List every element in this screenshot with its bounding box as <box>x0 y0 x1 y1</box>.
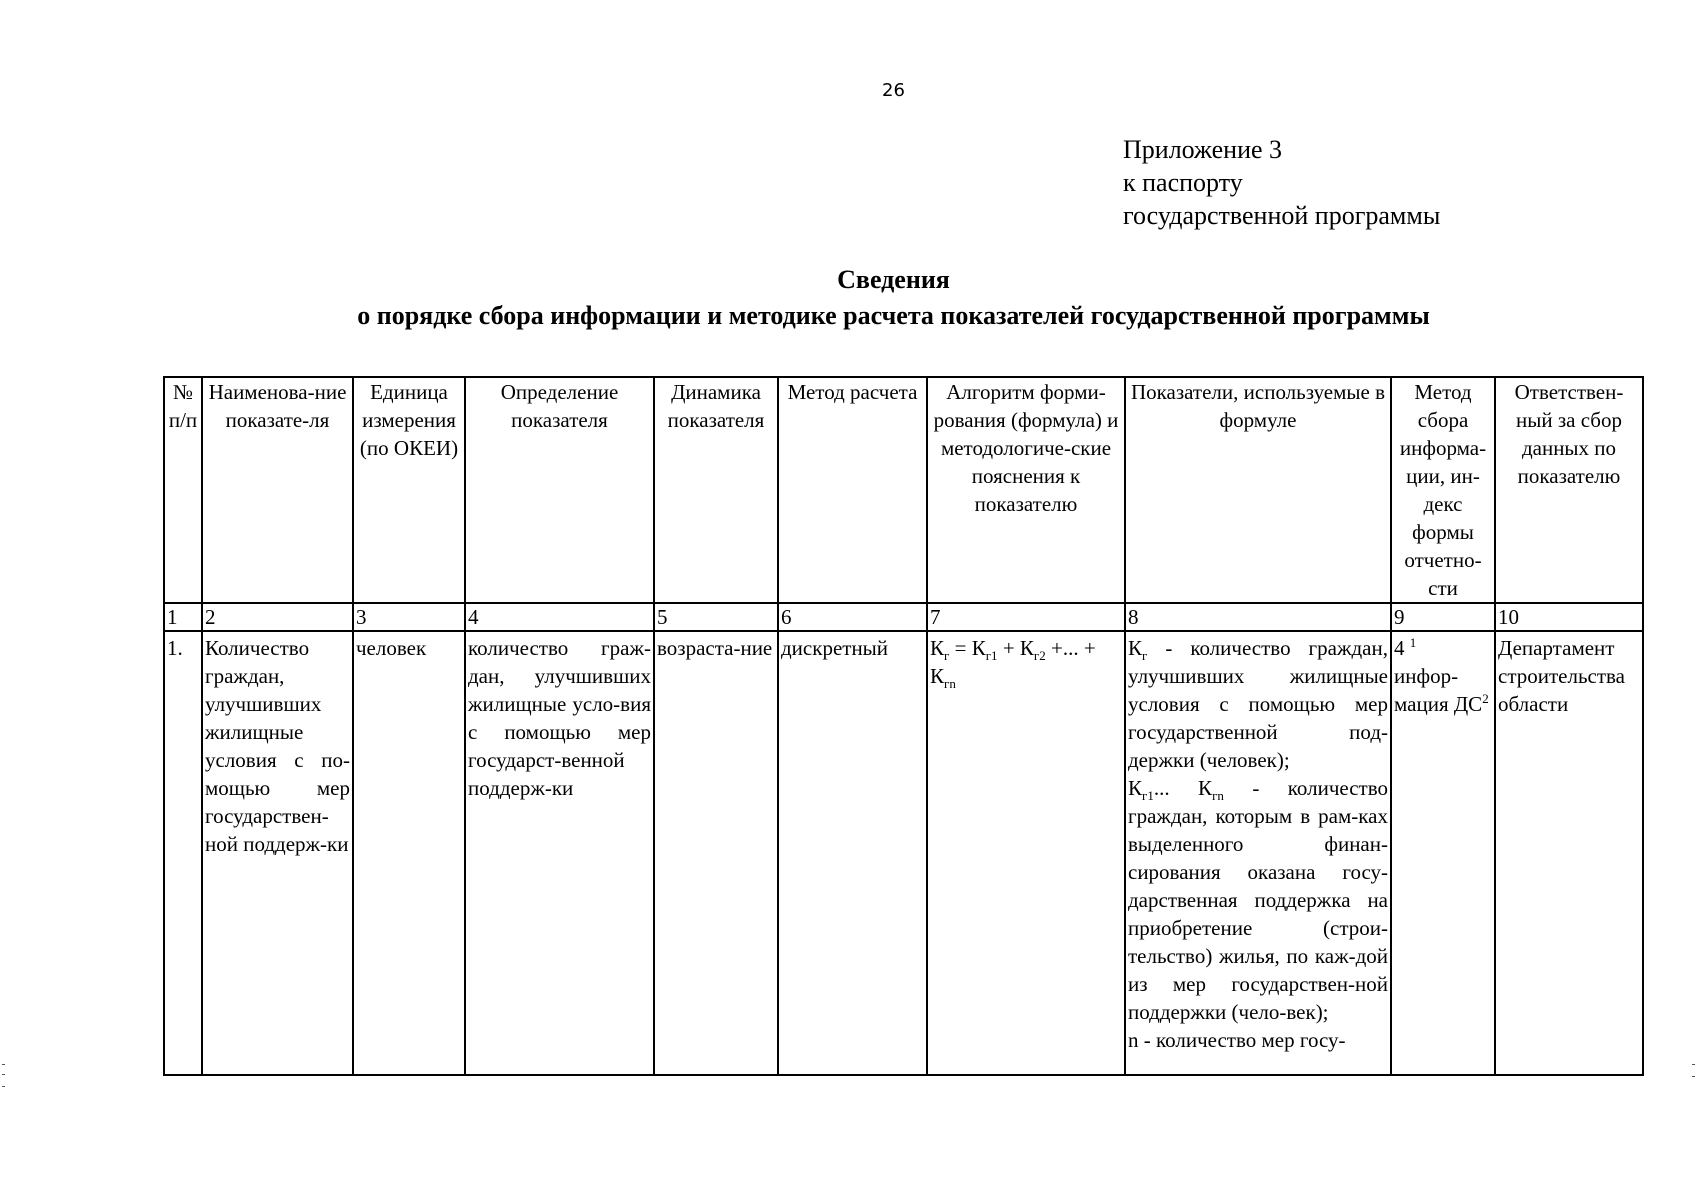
header-cell: Показатели, используемые в формуле <box>1125 377 1391 603</box>
column-number-cell: 9 <box>1391 603 1495 631</box>
column-number-cell: 8 <box>1125 603 1391 631</box>
column-number-cell: 2 <box>202 603 353 631</box>
indicator-name-cell: Количество граждан, улучшивших жилищные условия с по-мощью мер государствен-ной поддерж-ки <box>202 631 353 1075</box>
formula-k: К <box>930 664 945 688</box>
row-number-cell: 1. <box>164 631 202 1075</box>
formula-k: К <box>930 636 945 660</box>
header-cell: Метод расчета <box>778 377 927 603</box>
indicator-mid: ... <box>1153 776 1199 800</box>
indicator-k: К <box>1128 776 1143 800</box>
formula-cell <box>927 631 1125 1075</box>
formula-k: К <box>1019 636 1034 660</box>
indicators-table-wrapper <box>163 376 1644 1076</box>
scan-edge-mark <box>2 1064 5 1065</box>
appendix-line-3: государственной программы <box>1123 201 1441 230</box>
header-cell: Ответствен-ный за сбор данных по показателю <box>1495 377 1643 603</box>
title-line-2: о порядке сбора информации и методике расчета показателей государственной программы <box>357 301 1430 330</box>
collection-code: 4 <box>1394 636 1405 660</box>
scan-edge-mark <box>1692 1076 1695 1077</box>
formula-plus: + <box>997 636 1020 660</box>
collection-method-cell <box>1391 631 1495 1075</box>
formula-ellipsis: +... + <box>1045 636 1096 660</box>
indicator-text-2: - количество граждан, которым в рам-ках выделенного финан-сирования оказана госу-дарственная поддержка на приобретение (строи-тельство) жилья, по каж-дой из мер государствен-ной поддержки (чело-век); <box>1128 776 1389 1024</box>
footnote-mark: 1 <box>1409 635 1417 650</box>
header-cell: Метод сбора информа-ции, ин-декс формы отчетно-сти <box>1391 377 1495 603</box>
indicator-text-3: n - количество мер госу- <box>1128 1028 1346 1052</box>
definition-cell: количество граж-дан, улучшивших жилищные усло-вия с помощью мер государст-венной поддерж-ки <box>465 631 654 1075</box>
calculation-method-cell: дискретный <box>778 631 927 1075</box>
formula-sub: гn <box>944 676 956 692</box>
header-cell: Единица измерения (по ОКЕИ) <box>353 377 465 603</box>
indicators-table <box>163 376 1644 1076</box>
indicator-sub: г1 <box>1142 788 1154 804</box>
indicator-sub: гn <box>1212 788 1224 804</box>
title-line-1: Сведения <box>837 265 950 294</box>
table-row <box>164 631 1643 1075</box>
appendix-line-2: к паспорту <box>1123 168 1243 197</box>
column-number-cell: 4 <box>465 603 654 631</box>
indicator-sub: г <box>1142 648 1148 664</box>
appendix-caption <box>1123 133 1440 232</box>
indicator-k: К <box>1198 776 1213 800</box>
header-cell: № п/п <box>164 377 202 603</box>
column-number-cell: 10 <box>1495 603 1643 631</box>
column-number-cell: 7 <box>927 603 1125 631</box>
column-number-cell: 6 <box>778 603 927 631</box>
column-number-row <box>164 603 1643 631</box>
header-cell: Определение показателя <box>465 377 654 603</box>
document-title <box>0 262 1697 334</box>
column-number-cell: 1 <box>164 603 202 631</box>
collection-text: инфор-мация ДС <box>1394 664 1483 716</box>
formula-sub: г <box>944 648 950 664</box>
header-cell: Наименова-ние показате-ля <box>202 377 353 603</box>
header-cell: Динамика показателя <box>654 377 778 603</box>
dynamics-cell: возраста-ние <box>654 631 778 1075</box>
page-number: 26 <box>882 80 905 101</box>
header-cell: Алгоритм форми-рования (формула) и методологиче-ские пояснения к показателю <box>927 377 1125 603</box>
indicator-k: К <box>1128 636 1143 660</box>
column-number-cell: 3 <box>353 603 465 631</box>
unit-cell: человек <box>353 631 465 1075</box>
footnote-mark: 2 <box>1482 691 1489 706</box>
header-row <box>164 377 1643 603</box>
formula-sub: г2 <box>1033 648 1046 664</box>
formula-k: К <box>971 636 986 660</box>
column-number-cell: 5 <box>654 603 778 631</box>
formula-eq: = <box>949 636 972 660</box>
indicators-used-cell <box>1125 631 1391 1075</box>
appendix-line-1: Приложение 3 <box>1123 135 1283 164</box>
scan-edge-mark <box>2 1074 5 1075</box>
scan-edge-mark <box>2 1086 5 1087</box>
scan-edge-mark <box>1692 1064 1695 1065</box>
formula-sub: г1 <box>985 648 998 664</box>
responsible-cell: Департамент строительства области <box>1495 631 1643 1075</box>
indicator-text-1: - количество граждан, улучшивших жилищные условия с помощью мер государственной под-держки (человек); <box>1128 636 1388 772</box>
